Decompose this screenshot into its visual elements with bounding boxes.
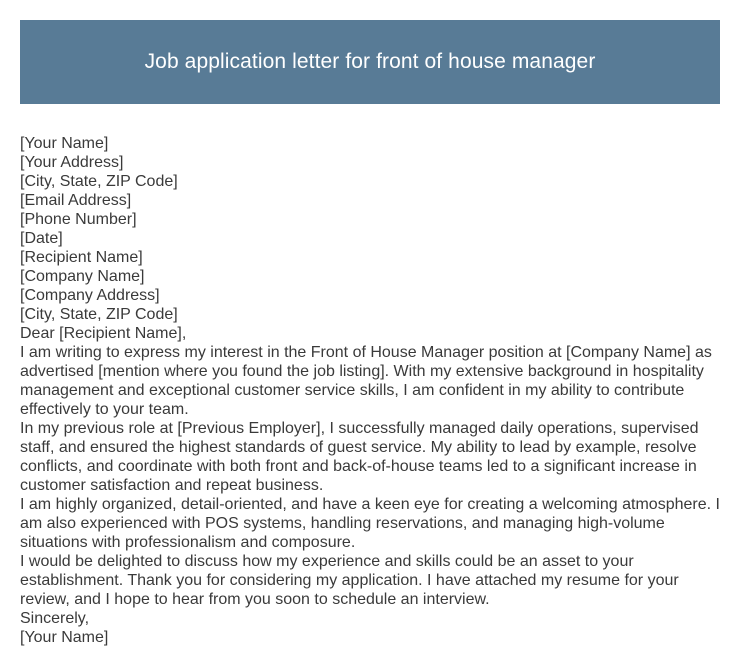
letter-date: [Date]: [20, 230, 63, 247]
page-title: Job application letter for front of house manager: [144, 50, 596, 73]
salutation: Dear [Recipient Name],: [20, 325, 187, 342]
sender-phone: [Phone Number]: [20, 211, 137, 228]
recipient-company: [Company Name]: [20, 268, 145, 285]
sender-name: [Your Name]: [20, 135, 109, 152]
paragraph-experience: In my previous role at [Previous Employer], I successfully managed daily operations, supervised staff, and ensured the highest standards of guest service. My ability to lead by example, resolve conflicts, and coordinate with both front and back-of-house teams led to a significant increase in customer satisfaction and repeat business.: [20, 420, 699, 494]
sender-address: [Your Address]: [20, 154, 124, 171]
sender-email: [Email Address]: [20, 192, 132, 209]
page-header: [20, 20, 720, 104]
closing: Sincerely,: [20, 610, 90, 627]
sender-city-state-zip: [City, State, ZIP Code]: [20, 173, 178, 190]
recipient-name: [Recipient Name]: [20, 249, 143, 266]
recipient-city-state-zip: [City, State, ZIP Code]: [20, 306, 178, 323]
paragraph-intro: I am writing to express my interest in the Front of House Manager position at [Company Name] as advertised [mention where you found the job listing]. With my extensive background in hospitality management and exceptional customer service skills, I am confident in my ability to contribute effectively to your team.: [20, 344, 712, 418]
letter-body: [20, 134, 720, 647]
signature: [Your Name]: [20, 629, 109, 646]
paragraph-closing: I would be delighted to discuss how my experience and skills could be an asset to your establishment. Thank you for considering my application. I have attached my resume for your review, and I hope to hear from you soon to schedule an interview.: [20, 553, 679, 608]
recipient-company-address: [Company Address]: [20, 287, 160, 304]
paragraph-skills: I am highly organized, detail-oriented, and have a keen eye for creating a welcoming atmosphere. I am also experienced with POS systems, handling reservations, and managing high-volume situations with professionalism and composure.: [20, 496, 720, 551]
